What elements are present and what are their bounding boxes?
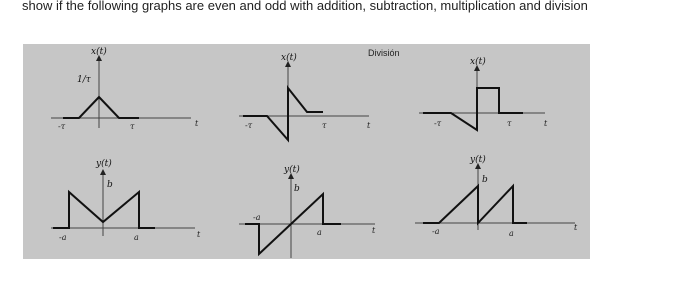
y2-a: a (317, 228, 322, 237)
graphs-svg (23, 44, 590, 259)
x1-neg-tau: -τ (58, 122, 66, 131)
y1-neg-a: -a (59, 233, 67, 242)
graph-x1 (51, 46, 199, 131)
y3-height-label: b (482, 175, 488, 185)
x2-t: t (367, 121, 371, 130)
y2-title: y(t) (284, 165, 300, 175)
question-text: show if the following graphs are even and odd with addition, subtraction, multiplication and division (22, 0, 588, 13)
graphs-figure (23, 44, 590, 259)
y3-neg-a: -a (432, 227, 440, 236)
x1-title: x(t) (91, 47, 107, 57)
graph-y2 (239, 164, 376, 258)
x1-waveform (63, 97, 139, 118)
graph-x2 (239, 52, 371, 140)
x3-tau: τ (507, 119, 512, 128)
x1-t: t (195, 119, 199, 128)
x2-tau: τ (322, 121, 327, 130)
x3-neg-tau: -τ (434, 119, 442, 128)
y3-t: t (574, 223, 578, 232)
y1-waveform (53, 192, 155, 228)
x2-waveform (243, 88, 323, 140)
x2-title: x(t) (281, 53, 297, 63)
x3-t: t (544, 119, 548, 128)
y1-title: y(t) (96, 159, 112, 169)
x1-tau: τ (130, 122, 135, 131)
y1-t: t (197, 230, 201, 239)
graph-y1 (51, 158, 201, 242)
x3-title: x(t) (470, 57, 486, 67)
y1-height-label: b (107, 180, 113, 190)
y2-t: t (372, 226, 376, 235)
y3-title: y(t) (470, 155, 486, 165)
division-caption: División (368, 48, 400, 58)
x2-neg-tau: -τ (245, 121, 253, 130)
x1-height-label: 1/τ (77, 75, 91, 85)
graph-y3 (415, 154, 578, 238)
y2-neg-a: -a (253, 213, 261, 222)
y1-a: a (134, 233, 139, 242)
y2-height-label: b (294, 184, 300, 194)
y3-a: a (509, 229, 514, 238)
graph-x3 (419, 56, 548, 130)
y3-waveform (423, 186, 527, 223)
